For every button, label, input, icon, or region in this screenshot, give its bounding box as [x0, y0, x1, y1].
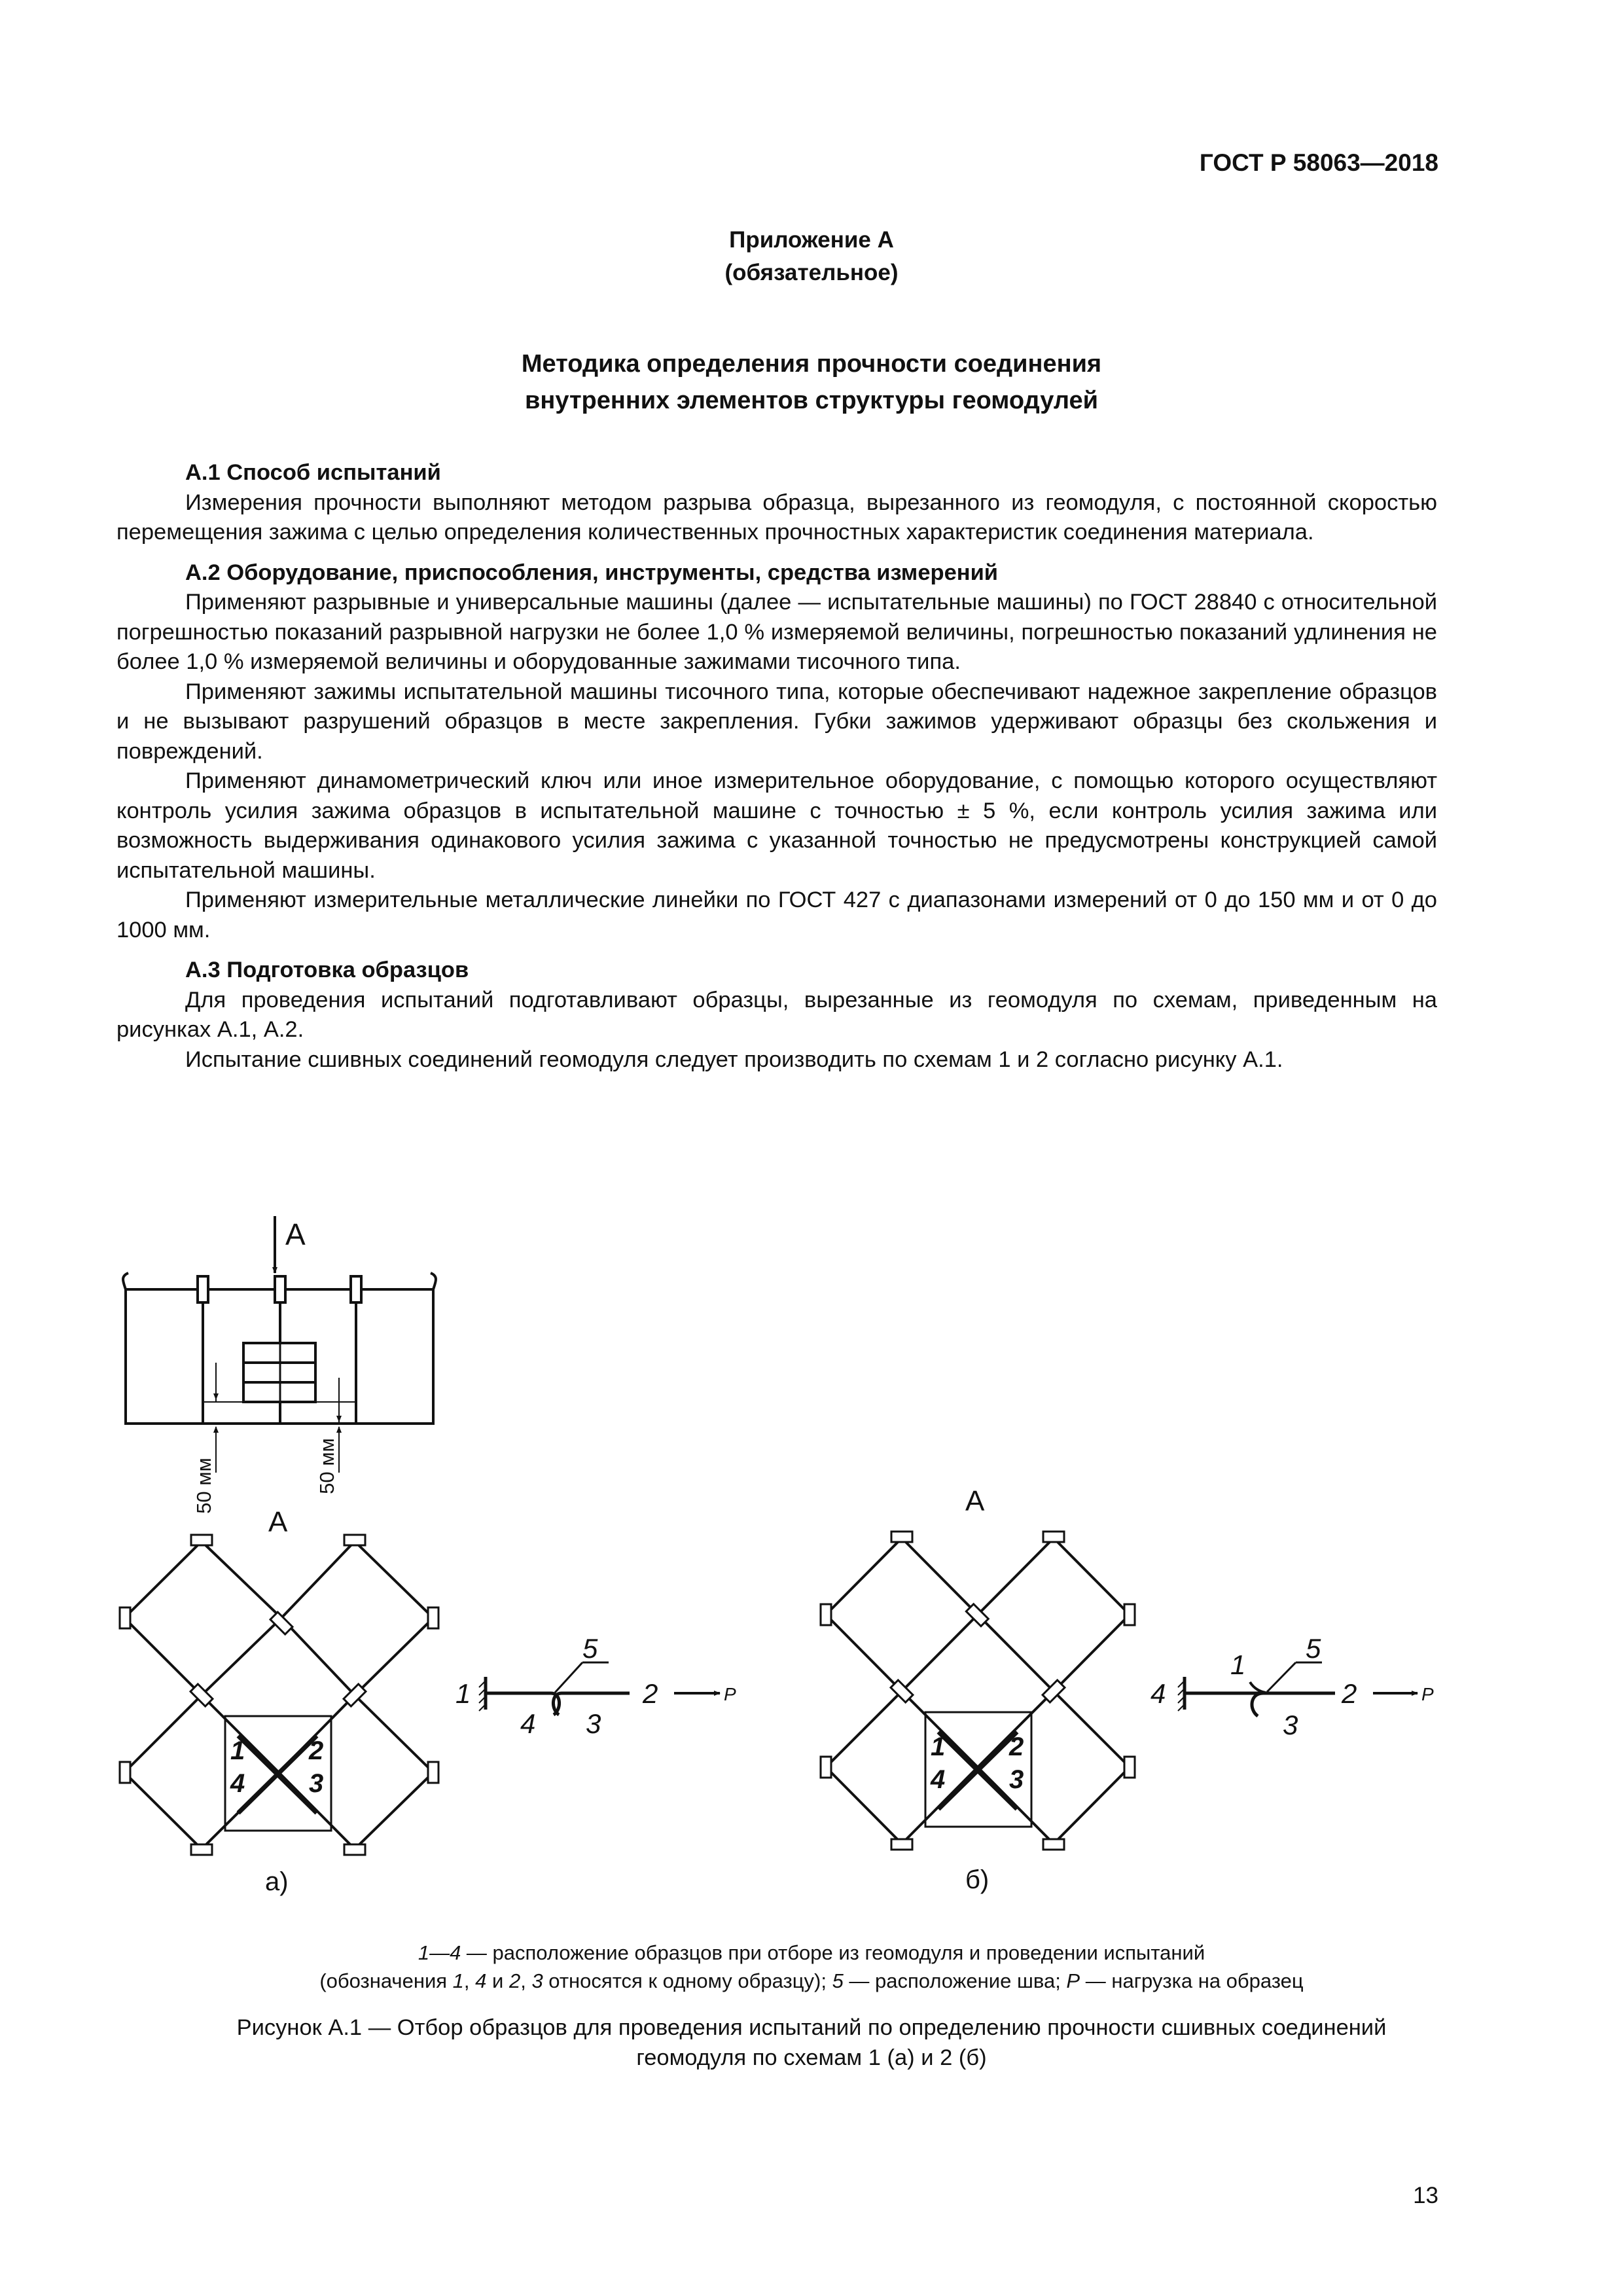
seam-clip [351, 1276, 361, 1302]
sample-number: 3 [1009, 1765, 1024, 1794]
legend-text: , [463, 1969, 476, 1992]
cell [124, 1695, 279, 1849]
legend-text: — нагрузка на образец [1080, 1969, 1304, 1992]
legend-ref: 5 [832, 1969, 844, 1992]
right-hook [431, 1273, 436, 1289]
test-scheme-a [479, 1662, 630, 1715]
heading-a3: А.3 Подготовка образцов [185, 958, 469, 982]
sample-number: 1 [230, 1736, 245, 1765]
paragraph: Применяют измерительные металлические линейки по ГОСТ 427 с диапазонами измерений от 0 до 150 мм и от 0 до 1000 мм. [116, 888, 1437, 942]
sample-number: 4 [931, 1765, 946, 1794]
scheme-number: 3 [1283, 1710, 1298, 1740]
cell [826, 1691, 978, 1844]
legend-text: — расположение шва; [843, 1969, 1067, 1992]
scheme-number: 5 [1306, 1633, 1321, 1664]
legend-ref: 3 [531, 1969, 543, 1992]
legend-ref: 1 [452, 1969, 464, 1992]
subfigure-label-a: а) [265, 1867, 289, 1896]
legend-text: относятся к одному образцу); [543, 1969, 832, 1992]
legend-ref: 2 [508, 1969, 521, 1992]
cell [279, 1695, 433, 1849]
cell [978, 1691, 1130, 1844]
paragraph: Применяют динамометрический ключ или иное измерительное оборудование, с помощью которого осуществляют контроль усилия зажима образцов в испытательной машине с точностью ± 5 %, если контроль усилия зажима или возможность выдерживания одинакового усилия зажима с указанной точностью не предусмотрены конструкцией самой испытательной машины. [116, 768, 1437, 883]
legend-text: , [520, 1969, 532, 1992]
legend-line-2 [0, 1967, 1623, 1995]
paragraph: Измерения прочности выполняют методом разрыва образца, вырезанного из геомодуля, с постоянной скоростью перемещения зажима с целью определения количественных прочностных характеристик соединения материала. [116, 490, 1437, 545]
seam-clip [198, 1276, 208, 1302]
scheme-number: 1 [455, 1678, 471, 1709]
scheme-number: 1 [1230, 1649, 1246, 1680]
cell [281, 1541, 433, 1695]
paragraph: Применяют разрывные и универсальные машины (далее — испытательные машины) по ГОСТ 28840 с относительной погрешностью показаний разрывной нагрузки не более 1,0 % измеряемой величины, погрешностью показаний удлинения не более 1,0 % измеряемой величины и оборудованные зажимами тисочного типа. [116, 590, 1437, 674]
subfigure-label-b: б) [965, 1865, 990, 1894]
legend-text: и [486, 1969, 509, 1992]
section-title [0, 346, 1623, 419]
appendix-status: (обязательное) [724, 260, 899, 285]
plan-view-a [120, 1506, 438, 1855]
body-text [116, 458, 1437, 1075]
elevation-view [123, 1273, 436, 1424]
sample-number: 4 [230, 1769, 245, 1798]
caption-line-2: геомодуля по схемам 1 (а) и 2 (б) [636, 2045, 987, 2070]
appendix-heading [0, 224, 1623, 289]
appendix-title: Приложение А [729, 227, 894, 253]
seam-clip [275, 1276, 285, 1302]
caption-line-1: Рисунок А.1 — Отбор образцов для проведения испытаний по определению прочности сшивных соединений [236, 2015, 1387, 2040]
scheme-number: 3 [586, 1708, 601, 1739]
dimension-right: 50 мм [315, 1438, 338, 1494]
scheme-number: 5 [582, 1633, 598, 1664]
document-code: ГОСТ Р 58063—2018 [1199, 149, 1438, 176]
paragraph: Для проведения испытаний подготавливают образцы, вырезанные из геомодуля по схемам, приведенным на рисунках А.1, А.2. [116, 987, 1437, 1042]
scheme-number: 4 [520, 1708, 536, 1739]
paragraph: Применяют зажимы испытательной машины тисочного типа, которые обеспечивают надежное закрепление образцов и не вызывают разрушений образцов в месте закрепления. Губки зажимов удерживают образцы без скольжения и повреждений. [116, 679, 1437, 764]
plan-view-b [821, 1485, 1135, 1850]
scheme-number: 2 [1342, 1678, 1357, 1709]
heading-a2: А.2 Оборудование, приспособления, инструменты, средства измерений [185, 560, 999, 585]
title-line-2: внутренних элементов структуры геомодулей [525, 387, 1098, 414]
test-scheme-b [1178, 1662, 1335, 1716]
legend-ref: P [1066, 1969, 1080, 1992]
load-label: P [724, 1684, 736, 1704]
scheme-number: 2 [643, 1678, 658, 1709]
view-label: А [285, 1217, 306, 1251]
page-number: 13 [1413, 2183, 1438, 2208]
cell [124, 1541, 281, 1695]
legend-line-1 [0, 1939, 1623, 1967]
figure-drawing [0, 1191, 1623, 1937]
legend-range: 1—4 [418, 1941, 461, 1964]
paragraph: Испытание сшивных соединений геомодуля следует производить по схемам 1 и 2 согласно рисунку А.1. [185, 1047, 1283, 1072]
load-label: P [1421, 1684, 1434, 1704]
sample-number: 2 [1009, 1732, 1024, 1761]
figure-a1 [0, 1191, 1623, 1937]
title-line-1: Методика определения прочности соединения [521, 350, 1102, 378]
plan-label-a: А [268, 1506, 288, 1538]
cell [826, 1538, 978, 1691]
figure-legend [0, 1939, 1623, 1995]
legend-text: (обозначения [319, 1969, 453, 1992]
legend-ref: 4 [475, 1969, 487, 1992]
sample-number: 2 [309, 1736, 324, 1765]
sample-number: 1 [931, 1732, 946, 1761]
sample-number: 3 [309, 1769, 324, 1798]
figure-caption [0, 2013, 1623, 2073]
legend-text: — расположение образцов при отборе из геомодуля и проведении испытаний [461, 1941, 1205, 1964]
heading-a1: А.1 Способ испытаний [185, 460, 441, 485]
dimension-left: 50 мм [192, 1458, 215, 1514]
plan-label-b: А [965, 1485, 985, 1517]
left-hook [123, 1273, 128, 1289]
cell [978, 1538, 1130, 1691]
scheme-number: 4 [1150, 1678, 1166, 1709]
